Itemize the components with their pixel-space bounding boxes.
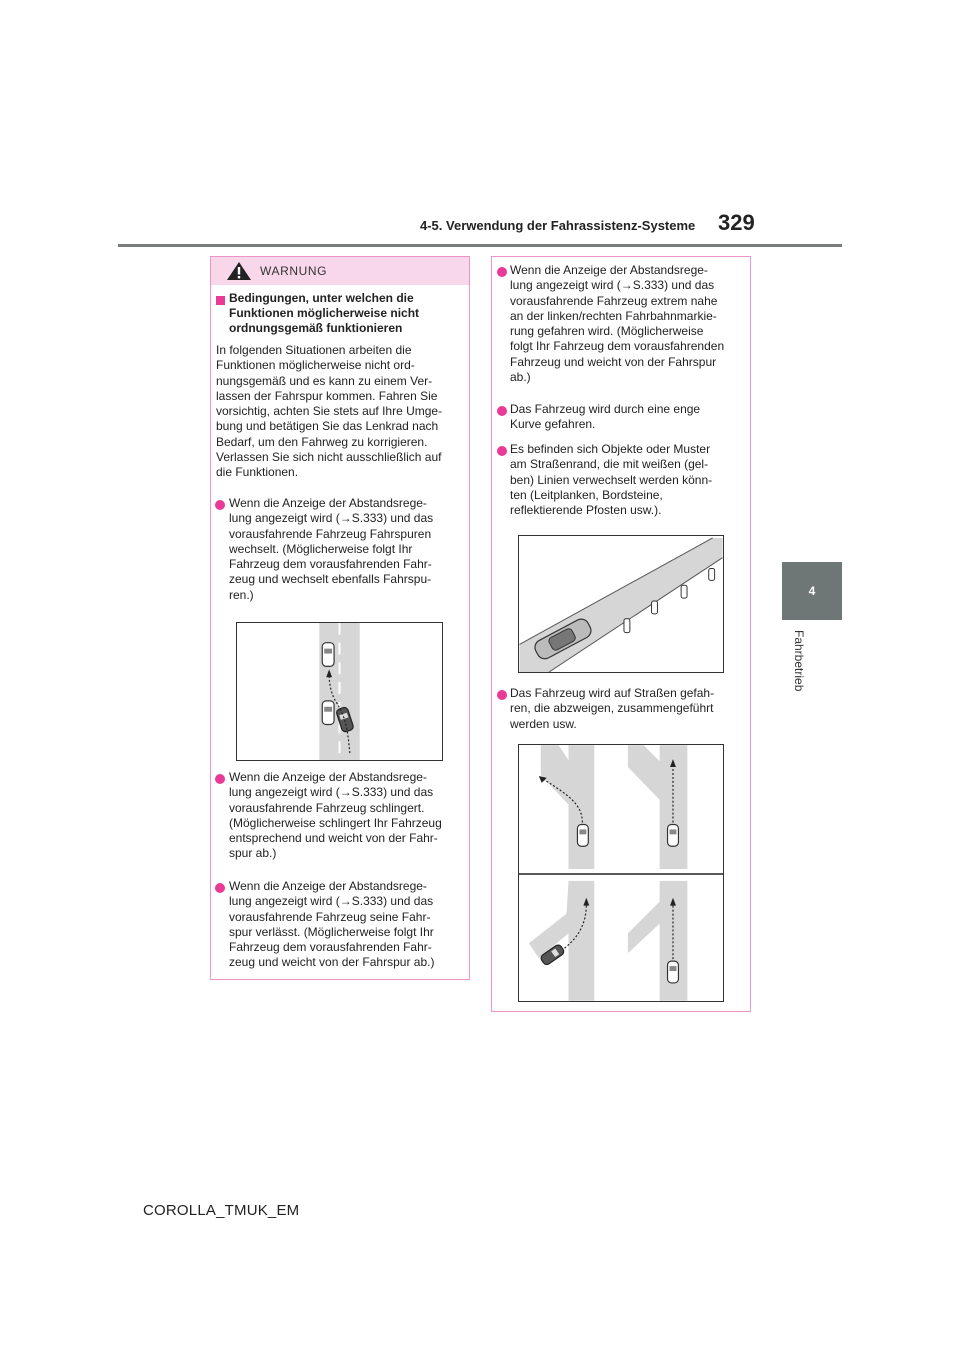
header-rule [118, 244, 842, 247]
warning-title: WARNUNG [260, 264, 328, 278]
document-code: COROLLA_TMUK_EM [143, 1202, 300, 1219]
warning-intro: In folgenden Situationen arbeiten die Funktionen möglicherweise nicht ord- nungsgemäß und es kann zu einem Ver- lassen der Fahrspur kommen. Fahren Sie vorsichtig, achten Sie stets auf Ihre Umge- bung und betätigen Sie das Lenkrad nach Bedarf, um den Fahrweg zu korrigieren. Verlassen Sie sich nicht ausschließlich auf die Funktionen. [216, 343, 443, 480]
page-number: 329 [718, 210, 755, 235]
car-icon [668, 824, 679, 846]
warning-triangle-icon [226, 261, 252, 281]
bullet-dot-icon [497, 406, 507, 416]
warning-subtitle: Bedingungen, unter welchen die Funktionen möglicherweise nicht ordnungsgemäß funktionieren [229, 291, 420, 335]
bullet-dot-icon [497, 267, 507, 277]
roadside-posts-figure [518, 535, 724, 673]
bullet-dot-icon [497, 446, 507, 456]
chapter-tab: 4 [782, 562, 842, 620]
continued-bullet-1: Wenn die Anzeige der Abstandsrege- lung angezeigt wird (→S.333) und das vorausfahrende Fahrzeug extrem nahe an der linken/rechten Fahrbahnmarkie- rung gefahren wird. (Möglicherweise folgt Ihr Fahrzeug dem vorausfahrenden Fahrzeug und weicht von der Fahrspur ab.) [510, 263, 725, 385]
car-icon [668, 961, 679, 983]
continued-bullet-4: Das Fahrzeug wird auf Straßen gefah- ren, die abzweigen, zusammengeführt werden usw. [510, 686, 715, 731]
square-bullet-icon [216, 296, 225, 305]
car-icon [577, 824, 588, 846]
chapter-label: Fahrbetrieb [792, 630, 806, 692]
warning-bullet-3: Wenn die Anzeige der Abstandsrege- lung angezeigt wird (→S.333) und das vorausfahrende Fahrzeug seine Fahr- spur verlässt. (Möglicherweise folgt Ihr Fahrzeug dem vorausfahrenden Fahr- zeug und weicht von der Fahrspur ab.) [229, 879, 435, 970]
bullet-dot-icon [497, 690, 507, 700]
section-title: 4-5. Verwendung der Fahrassistenz-Systeme [420, 218, 696, 233]
warning-bullet-2: Wenn die Anzeige der Abstandsrege- lung angezeigt wird (→S.333) und das vorausfahrende Fahrzeug schlingert. (Möglicherweise schlingert Ihr Fahrzeug entsprechend und weicht von der Fahr- spur ab.) [229, 770, 442, 861]
lane-change-figure [236, 622, 443, 761]
bullet-dot-icon [215, 774, 225, 784]
continued-bullet-3: Es befinden sich Objekte oder Muster am Straßenrand, die mit weißen (gel- ben) Linien verwechselt werden könn- ten (Leitplanken, Bordsteine, reflektierende Pfosten usw.). [510, 442, 713, 518]
bullet-dot-icon [215, 883, 225, 893]
car-icon [322, 701, 334, 725]
warning-bullet-1: Wenn die Anzeige der Abstandsrege- lung angezeigt wird (→S.333) und das vorausfahrende Fahrzeug Fahrspuren wechselt. (Möglicherweise folgt Ihr Fahrzeug dem vorausfahrenden Fahr- zeug und wechselt ebenfalls Fahrspu- ren.) [229, 496, 434, 602]
branching-roads-figure [518, 744, 724, 1002]
car-icon [322, 643, 334, 667]
continued-bullet-2: Das Fahrzeug wird durch eine enge Kurve gefahren. [510, 402, 701, 432]
bullet-dot-icon [215, 500, 225, 510]
